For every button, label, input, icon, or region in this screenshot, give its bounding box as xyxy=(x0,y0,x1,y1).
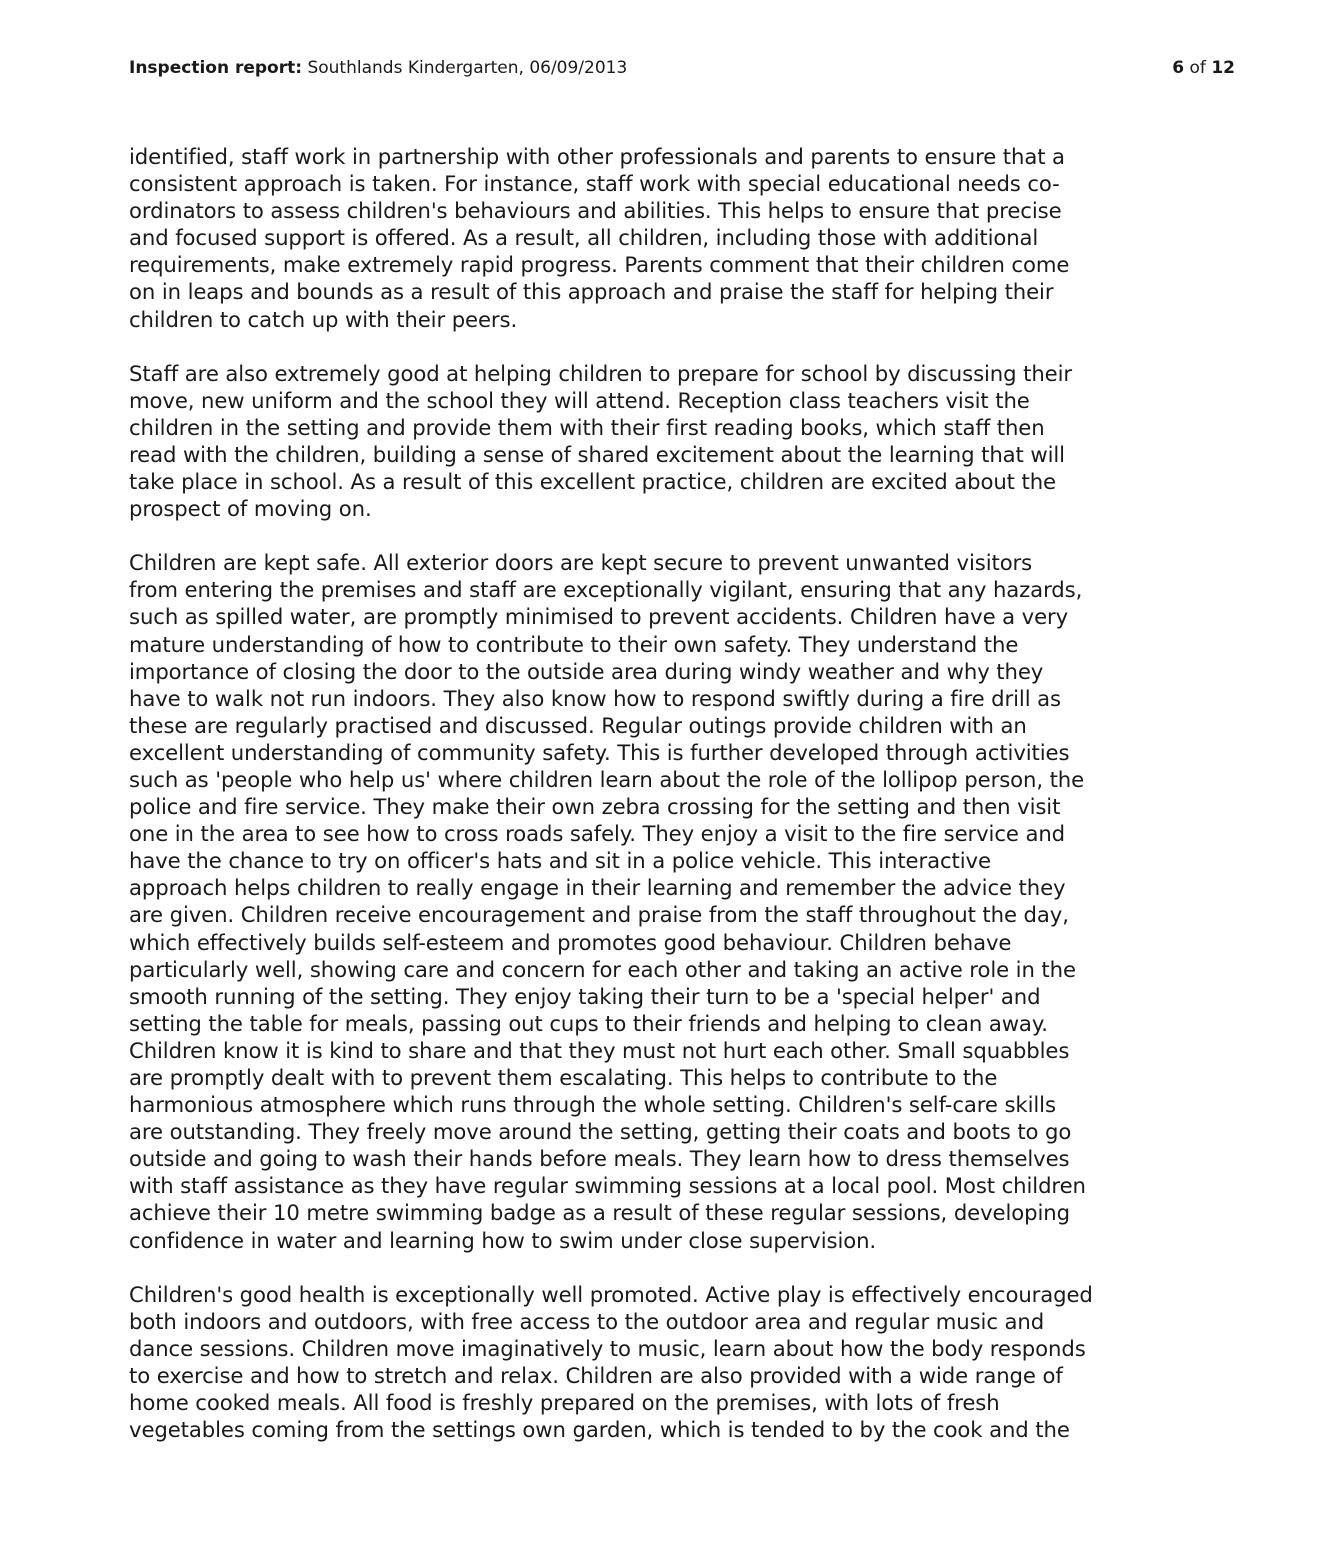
text-line: mature understanding of how to contribute to their own safety. They understand the xyxy=(129,631,1019,657)
text-line: vegetables coming from the settings own garden, which is tended to by the cook and the xyxy=(129,1417,1070,1443)
text-line: take place in school. As a result of this excellent practice, children are excited about the xyxy=(129,469,1056,495)
text-line: these are regularly practised and discussed. Regular outings provide children with an xyxy=(129,712,1027,738)
text-line: are given. Children receive encouragement and praise from the staff throughout the day, xyxy=(129,902,1069,928)
text-line: achieve their 10 metre swimming badge as a result of these regular sessions, developing xyxy=(129,1200,1070,1226)
paragraph xyxy=(129,143,1239,333)
text-line: ordinators to assess children's behaviours and abilities. This helps to ensure that precise xyxy=(129,198,1062,224)
text-line: Children know it is kind to share and that they must not hurt each other. Small squabbles xyxy=(129,1037,1070,1063)
page-total: 12 xyxy=(1211,58,1235,78)
text-line: smooth running of the setting. They enjoy taking their turn to be a 'special helper' and xyxy=(129,983,1041,1009)
text-line: have to walk not run indoors. They also know how to respond swiftly during a fire drill as xyxy=(129,685,1061,711)
text-line: with staff assistance as they have regular swimming sessions at a local pool. Most children xyxy=(129,1173,1086,1199)
text-line: home cooked meals. All food is freshly prepared on the premises, with lots of fresh xyxy=(129,1390,1000,1416)
text-line: outside and going to wash their hands before meals. They learn how to dress themselves xyxy=(129,1146,1070,1172)
report-title xyxy=(129,58,627,78)
text-line: Staff are also extremely good at helping children to prepare for school by discussing their xyxy=(129,360,1072,386)
report-label: Inspection report: xyxy=(129,58,303,78)
report-subject: Southlands Kindergarten, 06/09/2013 xyxy=(302,58,628,78)
paragraph xyxy=(129,360,1239,523)
text-line: importance of closing the door to the outside area during windy weather and why they xyxy=(129,658,1044,684)
text-line: on in leaps and bounds as a result of this approach and praise the staff for helping their xyxy=(129,279,1054,305)
text-line: children in the setting and provide them with their first reading books, which staff then xyxy=(129,414,1045,440)
text-line: to exercise and how to stretch and relax. Children are also provided with a wide range of xyxy=(129,1362,1063,1388)
paragraph xyxy=(129,1281,1239,1444)
page-of: of xyxy=(1184,58,1212,78)
text-line: excellent understanding of community safety. This is further developed through activities xyxy=(129,739,1070,765)
text-line: such as spilled water, are promptly minimised to prevent accidents. Children have a very xyxy=(129,604,1069,630)
report-body xyxy=(129,143,1239,1470)
text-line: such as 'people who help us' where children learn about the role of the lollipop person, the xyxy=(129,766,1085,792)
text-line: Children are kept safe. All exterior doors are kept secure to prevent unwanted visitors xyxy=(129,550,1033,576)
text-line: one in the area to see how to cross roads safely. They enjoy a visit to the fire service and xyxy=(129,821,1066,847)
text-line: dance sessions. Children move imaginatively to music, learn about how the body responds xyxy=(129,1335,1086,1361)
text-line: requirements, make extremely rapid progress. Parents comment that their children come xyxy=(129,252,1070,278)
text-line: approach helps children to really engage in their learning and remember the advice they xyxy=(129,875,1066,901)
text-line: are outstanding. They freely move around the setting, getting their coats and boots to go xyxy=(129,1119,1072,1145)
text-line: harmonious atmosphere which runs through the whole setting. Children's self-care skills xyxy=(129,1092,1056,1118)
page-number xyxy=(1172,58,1235,78)
text-line: particularly well, showing care and concern for each other and taking an active role in the xyxy=(129,956,1076,982)
paragraph xyxy=(129,549,1239,1253)
text-line: move, new uniform and the school they will attend. Reception class teachers visit the xyxy=(129,387,1030,413)
text-line: have the chance to try on officer's hats and sit in a police vehicle. This interactive xyxy=(129,848,991,874)
text-line: and focused support is offered. As a result, all children, including those with additional xyxy=(129,225,1039,251)
page-current: 6 xyxy=(1172,58,1185,78)
text-line: consistent approach is taken. For instance, staff work with special educational needs co- xyxy=(129,171,1060,197)
text-line: setting the table for meals, passing out cups to their friends and helping to clean away. xyxy=(129,1010,1048,1036)
page-header xyxy=(129,56,1235,80)
text-line: prospect of moving on. xyxy=(129,496,372,522)
text-line: police and fire service. They make their own zebra crossing for the setting and then visit xyxy=(129,794,1061,820)
text-line: which effectively builds self-esteem and promotes good behaviour. Children behave xyxy=(129,929,1012,955)
text-line: from entering the premises and staff are exceptionally vigilant, ensuring that any hazards, xyxy=(129,577,1083,603)
text-line: confidence in water and learning how to swim under close supervision. xyxy=(129,1227,877,1253)
text-line: Children's good health is exceptionally well promoted. Active play is effectively encouraged xyxy=(129,1281,1093,1307)
text-line: read with the children, building a sense of shared excitement about the learning that will xyxy=(129,441,1065,467)
text-line: children to catch up with their peers. xyxy=(129,306,518,332)
text-line: are promptly dealt with to prevent them escalating. This helps to contribute to the xyxy=(129,1065,998,1090)
text-line: identified, staff work in partnership with other professionals and parents to ensure that a xyxy=(129,144,1065,169)
text-line: both indoors and outdoors, with free access to the outdoor area and regular music and xyxy=(129,1308,1045,1334)
